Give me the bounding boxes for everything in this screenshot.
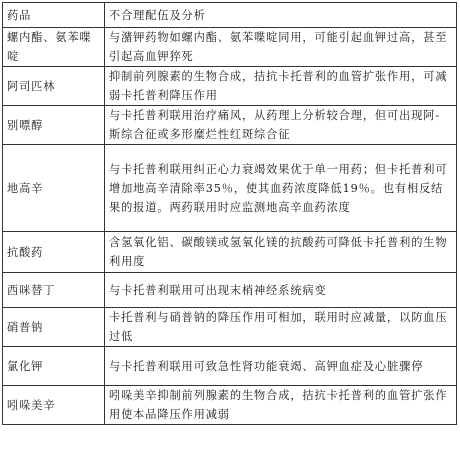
header-drug: 药品 — [3, 3, 105, 28]
drug-name-cell: 吲哚美辛 — [3, 386, 105, 425]
table-row — [3, 28, 457, 67]
analysis-cell: 与潴钾药物如螺内酯、氨苯喋啶同用，可能引起血钾过高，甚至引起高血钾猝死 — [105, 28, 457, 67]
drug-name-cell: 螺内酯、氨苯喋啶 — [3, 28, 105, 67]
analysis-cell: 吲哚美辛抑制前列腺素的生物合成，拮抗卡托普利的血管扩张作用使本品降压作用减弱 — [105, 386, 457, 425]
analysis-cell: 与卡托普利联用可出现末梢神经系统病变 — [105, 273, 457, 308]
drug-name-cell: 别嘌醇 — [3, 106, 105, 145]
analysis-cell: 与卡托普利联用可致急性肾功能衰竭、高钾血症及心脏骤停 — [105, 347, 457, 386]
table-row — [3, 273, 457, 308]
drug-name-cell: 硝普钠 — [3, 308, 105, 347]
table-row — [3, 106, 457, 145]
analysis-cell: 与卡托普利联用纠正心力衰竭效果优于单一用药；但卡托普利可增加地高辛清除率35％，使其血药浓度降低19％。也有相反结果的报道。两药联用时应监测地高辛血药浓度 — [105, 145, 457, 232]
analysis-cell: 抑制前列腺素的生物合成，拮抗卡托普利的血管扩张作用，可减弱卡托普利降压作用 — [105, 67, 457, 106]
table-row — [3, 145, 457, 232]
drug-name-cell: 阿司匹林 — [3, 67, 105, 106]
table-row — [3, 67, 457, 106]
header-analysis: 不合理配伍及分析 — [105, 3, 457, 28]
analysis-cell: 与卡托普利联用治疗痛风，从药理上分析较合理，但可出现阿-斯综合征或多形糜烂性红斑综合征 — [105, 106, 457, 145]
drug-incompatibility-table — [2, 2, 457, 425]
table-header-row — [3, 3, 457, 28]
table-row — [3, 308, 457, 347]
analysis-cell: 卡托普利与硝普钠的降压作用可相加，联用时应减量，以防血压过低 — [105, 308, 457, 347]
drug-name-cell: 抗酸药 — [3, 232, 105, 273]
drug-name-cell: 氯化钾 — [3, 347, 105, 386]
table-row — [3, 232, 457, 273]
drug-name-cell: 地高辛 — [3, 145, 105, 232]
table-row — [3, 386, 457, 425]
drug-name-cell: 西咪替丁 — [3, 273, 105, 308]
analysis-cell: 含氢氧化铝、碳酸镁或氢氧化镁的抗酸药可降低卡托普利的生物利用度 — [105, 232, 457, 273]
table-row — [3, 347, 457, 386]
